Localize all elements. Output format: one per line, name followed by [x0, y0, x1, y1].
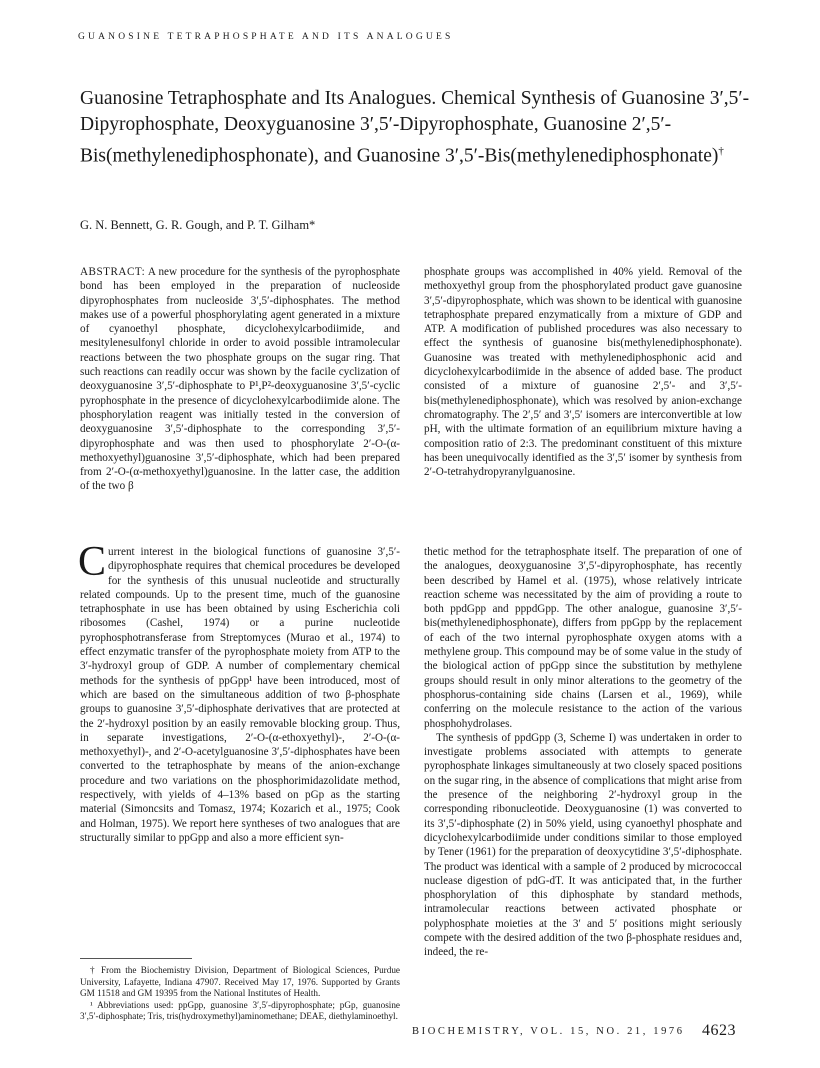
abstract-column-right [424, 265, 742, 479]
abstract-text-right: phosphate groups was accomplished in 40% yield. Removal of the methoxyethyl group from the phosphorylated product gave guanosine 3′,5′-dipyrophosphate, which was shown to be identical with guanosine tetraphosphate prepared enzymatically from a mixture of GDP and ATP. A modification of published procedures was also necessary to effect the synthesis of guanosine bis(methylenediphosphonate). Guanosine was treated with methylenediphosphonic acid and dicyclohexylcarbodiimide in the absence of added base. The product consisted of a mixture of guanosine 2′,5′- and 3′,5′-bis(methylenediphosphonate), which was resolved by anion-exchange chromatography. The 2′,5′ and 3′,5′ isomers are interconvertible at low pH, with the ultimate formation of an equilibrium mixture having a composition ratio of 2:3. The predominant constituent of this mixture has been unequivocally identified as the 3′,5′ isomer by synthesis from 2′-O-tetrahydropyranylguanosine. [424, 266, 742, 479]
page-number: 4623 [702, 1022, 736, 1039]
intro-text: urrent interest in the biological functions of guanosine 3′,5′-dipyrophosphate requires that chemical procedures be developed for the synthesis of this unusual nucleotide and structurally related compounds. Up to the present time, much of the guanosine tetraphosphate in use has been obtained by using Escherichia coli ribosomes (Cashel, 1974) or a purine nucleotide pyrophosphotransferase from Streptomyces (Murao et al., 1974) to effect enzymatic transfer of the pyrophosphate moiety from ATP to the 3′-hydroxyl group of GDP. A number of complementary chemical methods for the synthesis of ppGpp¹ have been introduced, most of which are based on the simultaneous addition of two β-phosphate groups to guanosine 3′,5′-diphosphate derivatives that are protected at the 2′-hydroxyl position by an easily removable blocking group. Thus, in separate investigations, 2′-O-(α-ethoxyethyl)-, 2′-O-(α-methoxyethyl)-, and 2′-O-acetylguanosine 3′,5′-diphosphates have been converted to the tetraphosphate by means of the anion-exchange procedure and two variations on the phosphorimidazolidate method, respectively, with yields of 4–13% based on pGp as the starting material (Simoncsits and Tomasz, 1974; Kozarich et al., 1975; Cook and Holman, 1975). We report here syntheses of two analogues that are structurally similar to ppGpp and also a more efficient syn- [80, 546, 400, 844]
footnote-rule [80, 958, 192, 959]
abstract-column-left [80, 265, 400, 494]
abstract-paragraph-start [80, 265, 400, 494]
footnotes [80, 965, 400, 1023]
author-list: G. N. Bennett, G. R. Gough, and P. T. Gilham* [80, 218, 316, 232]
drop-cap: C [78, 539, 107, 585]
article-title-text: Guanosine Tetraphosphate and Its Analogues. Chemical Synthesis of Guanosine 3′,5′-Dipyrophosphate, Deoxyguanosine 3′,5′-Dipyrophosphate, Guanosine 2′,5′-Bis(methylenediphosphonate), and Guanosine 3′,5′-Bis(methylenediphosphonate) [80, 88, 750, 167]
article-title [80, 86, 760, 170]
body-column-left [78, 539, 400, 845]
abstract-label: ABSTRACT: [80, 266, 146, 278]
intro-paragraph [78, 539, 400, 845]
body-paragraph-synthesis: The synthesis of ppdGpp (3, Scheme I) was undertaken in order to investigate problems associated with attempts to generate pyrophosphate linkages simultaneously at two closely spaced positions on the sugar ring, in the absence of complications that might arise from the presence of the neighboring 2′-hydroxyl group in the corresponding ribonucleotide. Deoxyguanosine (1) was converted to its 3′,5′-diphosphate (2) in 50% yield, using cyanoethyl phosphate and dicyclohexylcarbodiimide under conditions similar to those employed by Tener (1961) for the preparation of deoxycytidine 3′,5′-diphosphate. The product was identical with a sample of 2 produced by micrococcal nuclease digestion of pdG-dT. It was anticipated that, in the further phosphorylation of this diphosphate by standard methods, intramolecular reactions between activated phosphate or polyphosphate moieties at the 3′ and 5′ positions might seriously compete with the desired addition of the two β-phosphate residues and, indeed, the re- [424, 731, 742, 959]
footnote-abbreviations: ¹ Abbreviations used: ppGpp, guanosine 3′,5′-dipyrophosphate; pGp, guanosine 3′,5′-diphosphate; Tris, tris(hydroxymethyl)aminomethane; DEAE, diethylaminoethyl. [80, 999, 400, 1021]
journal-footer: BIOCHEMISTRY, VOL. 15, NO. 21, 1976 [412, 1026, 685, 1037]
body-paragraph-continued: thetic method for the tetraphosphate itself. The preparation of one of the analogues, deoxyguanosine 3′,5′-dipyrophosphate, has recently been described by Hamel et al. (1975), whose relatively intricate reaction scheme was necessitated by the aim of providing a route to both ppdGpp and pppdGpp. The other analogue, guanosine 3′,5′-bis(methylenediphosphonate), differs from ppGpp by the replacement of each of the two internal pyrophosphate oxygen atoms with a methylene group. This compound may be of some value in the study of the biological action of ppGpp since the substitution by methylene groups should result in only minor alterations to the geometry of the phosphorus-containing side chains (Larsen et al., 1969), while conferring on the molecule resistance to the action of the various phosphohydrolases. [424, 546, 742, 730]
footnote-affiliation: † From the Biochemistry Division, Department of Biological Sciences, Purdue University, Lafayette, Indiana 47907. Received May 17, 1976. Supported by Grants GM 11518 and GM 19395 from the National Institutes of Health. [80, 965, 400, 998]
running-head: GUANOSINE TETRAPHOSPHATE AND ITS ANALOGUES [78, 32, 454, 42]
title-footnote-mark: † [718, 145, 724, 157]
body-column-right [424, 545, 742, 960]
abstract-text-left: A new procedure for the synthesis of the pyrophosphate bond has been employed in the preparation of nucleoside dipyrophosphates from nucleoside 3′,5′-diphosphates. The method makes use of a powerful phosphorylating agent generated in a mixture of cyanoethyl phosphate, dicyclohexylcarbodiimide, and mesitylenesulfonyl chloride in order to avoid possible intramolecular reactions between the two phosphate groups on the sugar ring. That such reactions can readily occur was shown by the facile cyclization of deoxyguanosine 3′,5′-diphosphate to P¹,P²-deoxyguanosine 3′,5′-cyclic pyrophosphate in the presence of dicyclohexylcarbodiimide alone. The phosphorylation reagent was initially tested in the conversion of deoxyguanosine 3′,5′-diphosphate to the corresponding 3′,5′-dipyrophosphate and was then used to phosphorylate 2′-O-(α-methoxyethyl)guanosine 3′,5′-diphosphate, which had been prepared from 2′-O-(α-methoxyethyl)guanosine. In the latter case, the addition of the two β [80, 266, 400, 493]
